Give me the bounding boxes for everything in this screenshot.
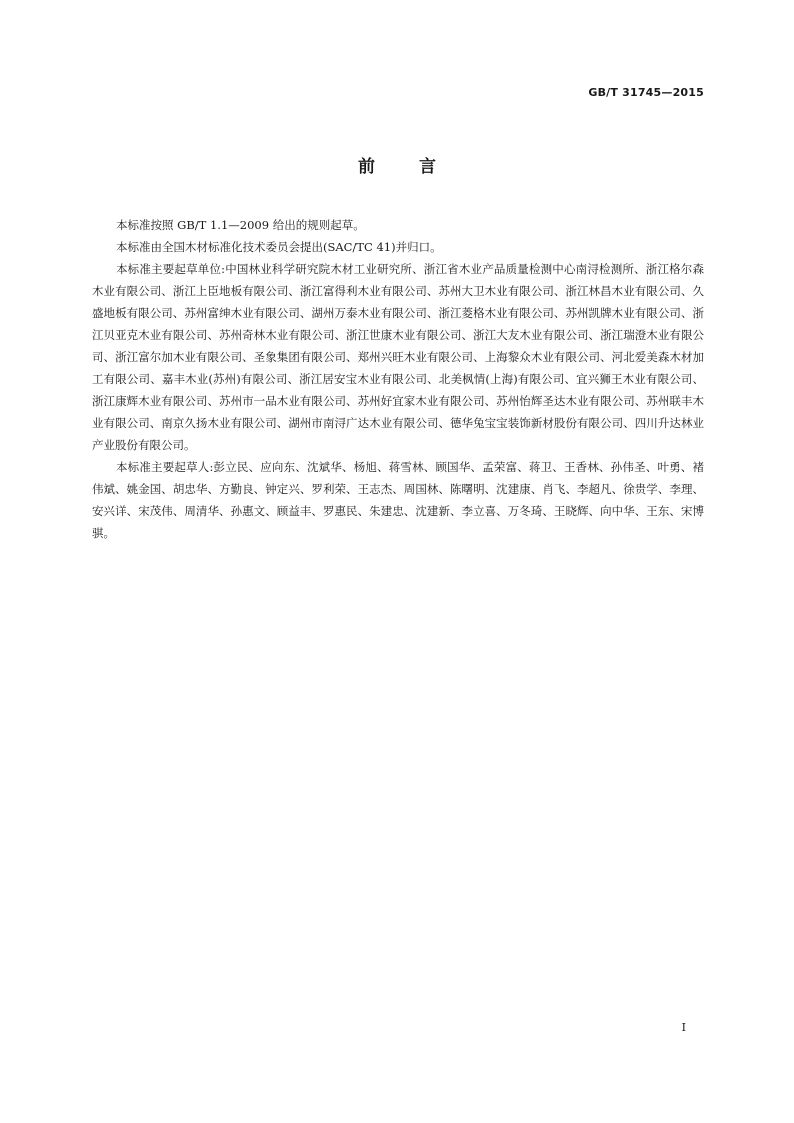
paragraph-drafting-rules: 本标准按照 GB/T 1.1—2009 给出的规则起草。 (116, 218, 365, 232)
paragraph-drafting-units: 本标准主要起草单位:中国林业科学研究院木材工业研究所、浙江省木业产品质量检测中心南浔检测所、浙江格尔森木业有限公司、浙江上臣地板有限公司、浙江富得利木业有限公司、苏州大卫木业有限公司、浙江林昌木业有限公司、久盛地板有限公司、苏州富绅木业有限公司、湖州万泰木业有限公司、浙江菱格木业有限公司、苏州凯牌木业有限公司、浙江贝亚克木业有限公司、苏州奇林木业有限公司、浙江世康木业有限公司、浙江大友木业有限公司、浙江瑞澄木业有限公司、浙江富尔加木业有限公司、圣象集团有限公司、郑州兴旺木业有限公司、上海黎众木业有限公司、河北爱美森木材加工有限公司、嘉丰木业(苏州)有限公司、浙江居安宝木业有限公司、北美枫情(上海)有限公司、宜兴狮王木业有限公司、浙江康辉木业有限公司、苏州市一品木业有限公司、苏州好宜家木业有限公司、苏州怡辉圣达木业有限公司、苏州联丰木业有限公司、南京久扬木业有限公司、湖州市南浔广达木业有限公司、德华兔宝宝装饰新材股份有限公司、四川升达林业产业股份有限公司。 (92, 262, 704, 452)
page-title: 前言 (358, 157, 480, 177)
paragraph-proposer: 本标准由全国木材标准化技术委员会提出(SAC/TC 41)并归口。 (116, 240, 442, 254)
standard-number: GB/T 31745—2015 (588, 86, 704, 99)
page-number: I (681, 1021, 686, 1034)
foreword-body (92, 214, 704, 544)
paragraph-drafters: 本标准主要起草人:彭立民、应向东、沈斌华、杨旭、蒋雪林、顾国华、孟荣富、蒋卫、王香林、孙伟圣、叶勇、褚伟斌、姚金国、胡忠华、方勤良、钟定兴、罗利荣、王志杰、周国林、陈曙明、沈建康、肖飞、李超凡、徐贵学、李理、安兴详、宋茂伟、周清华、孙惠文、顾益丰、罗惠民、朱建忠、沈建新、李立喜、万冬琦、王晓辉、向中华、王东、宋博骐。 (92, 460, 704, 540)
